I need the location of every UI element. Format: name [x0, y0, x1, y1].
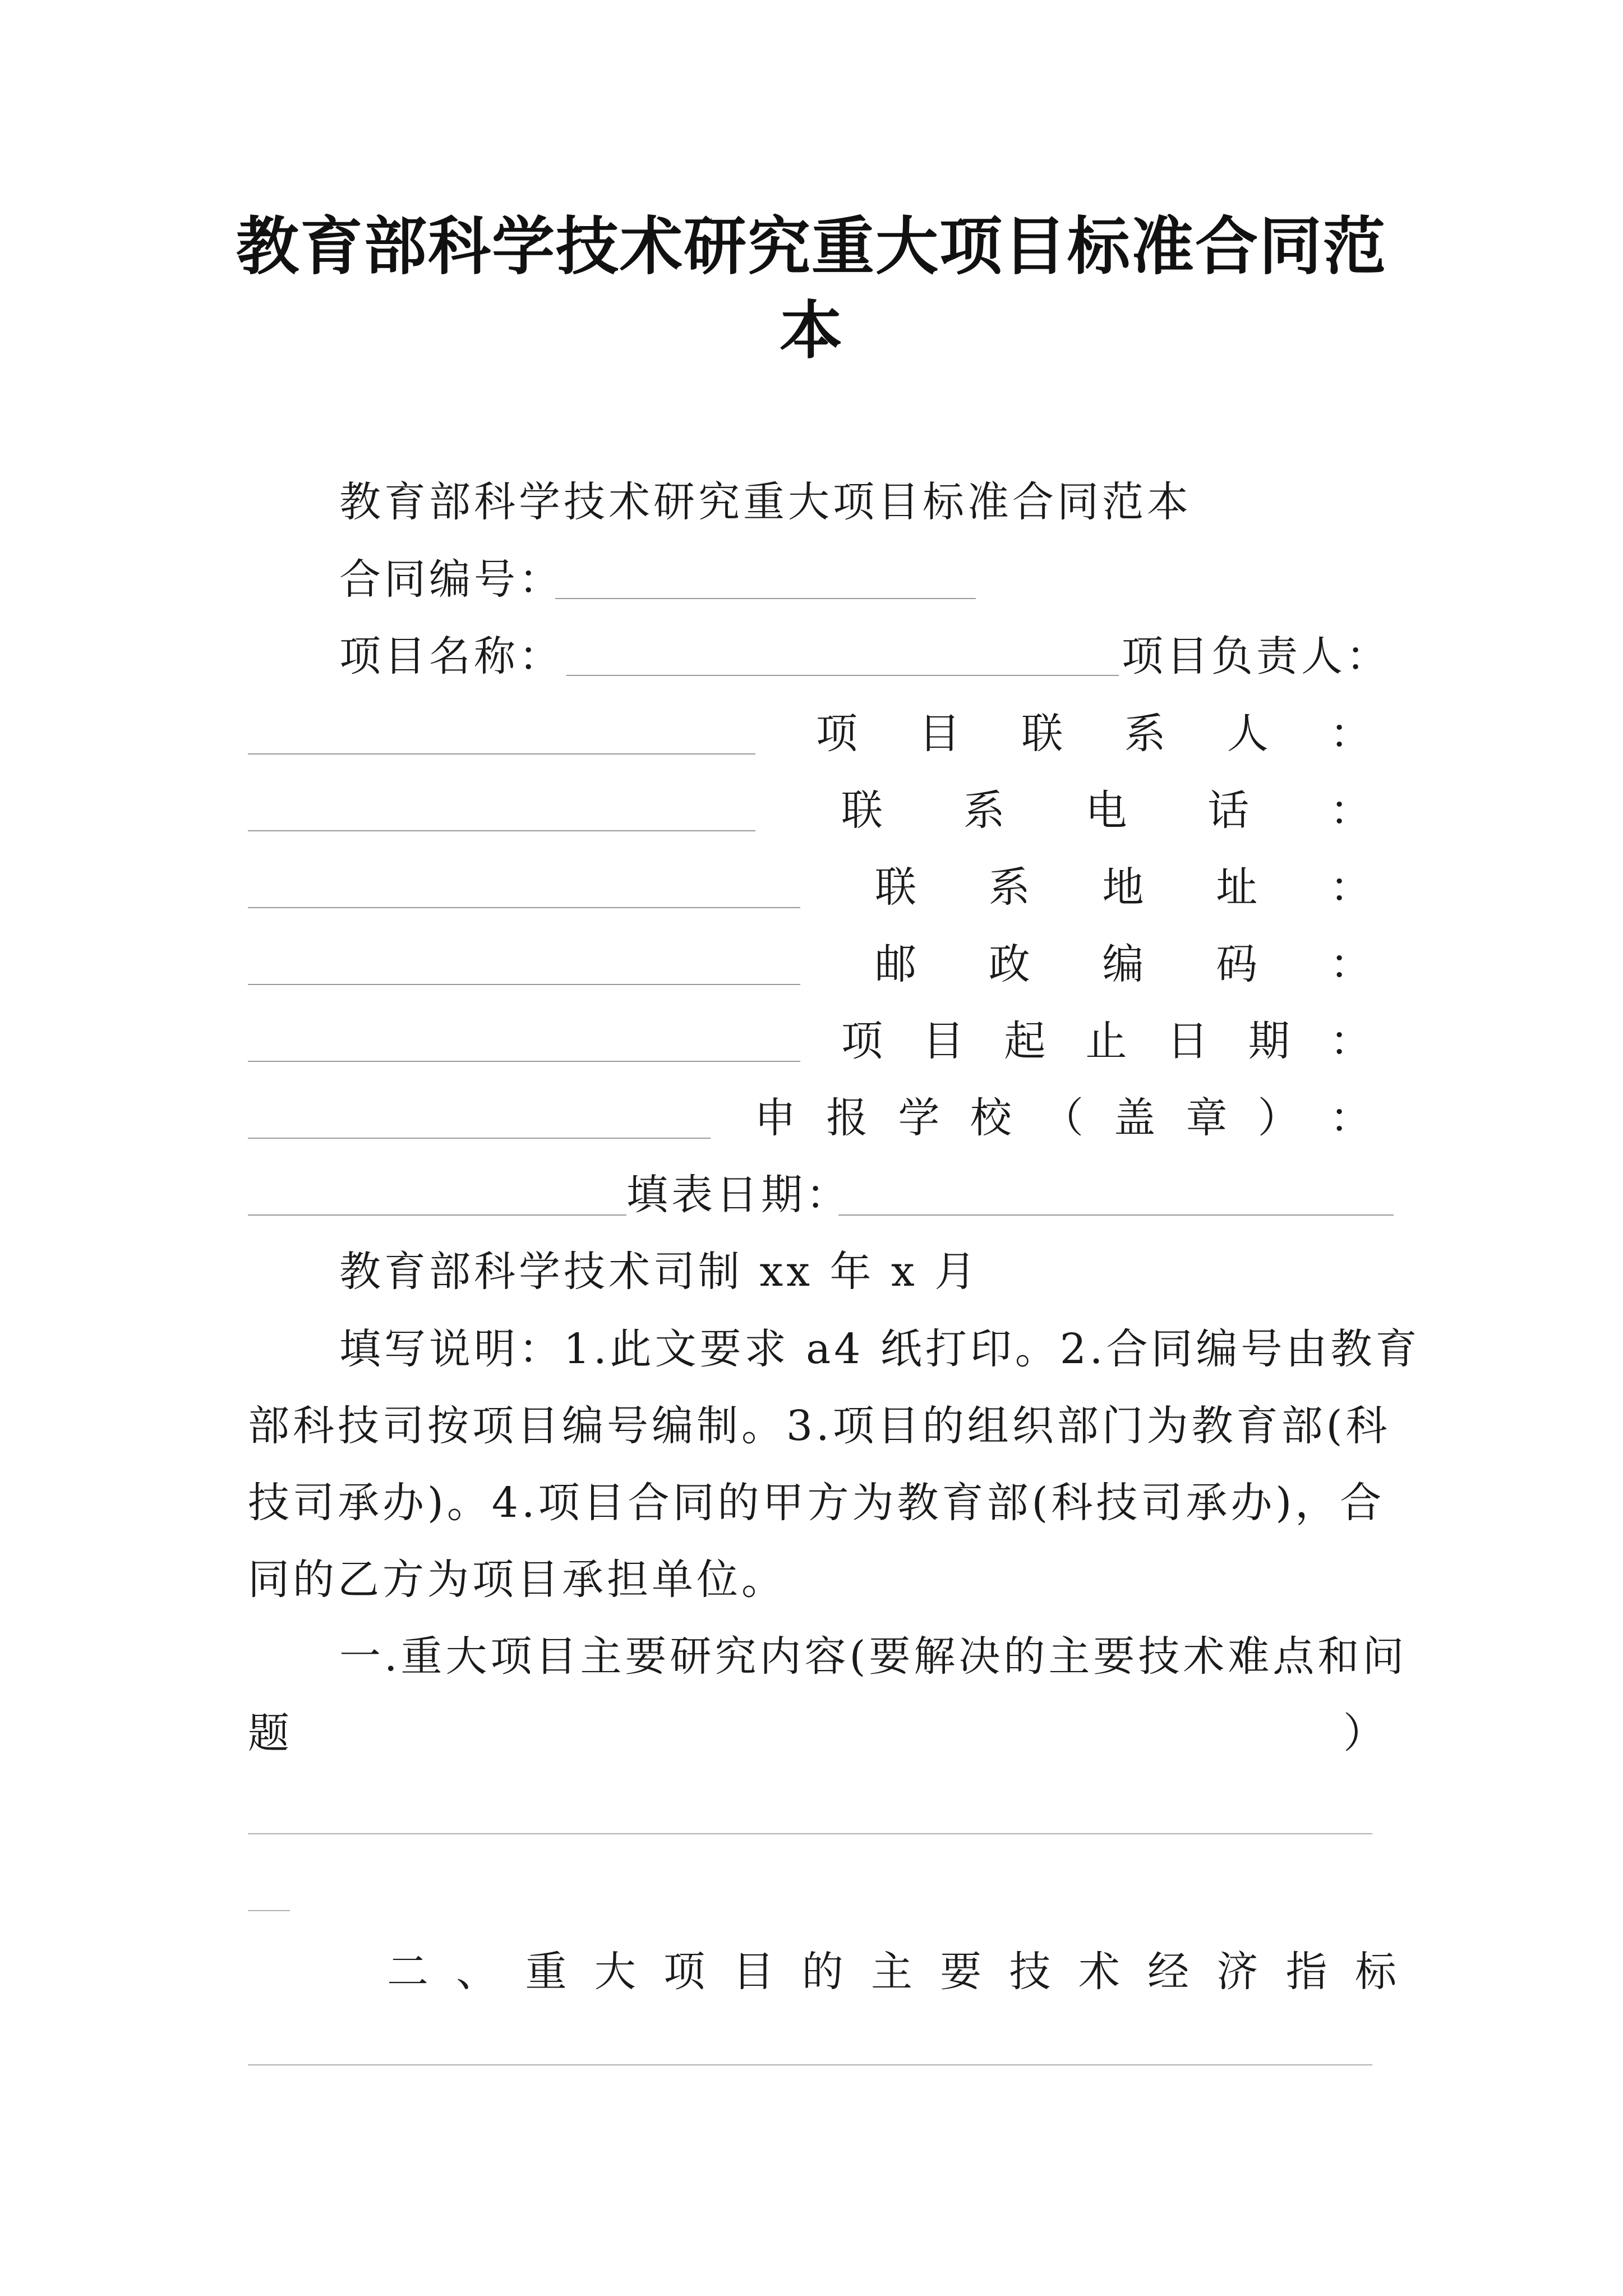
phone-field[interactable] — [248, 907, 800, 908]
school-seal-label — [754, 1090, 1371, 1146]
issuer-line: 教育部科学技术司制 xx 年 x 月 — [339, 1248, 980, 1296]
label-char: 经 — [1147, 1948, 1189, 1996]
label-char: ： — [1330, 863, 1371, 912]
label-char: 地 — [1102, 863, 1144, 912]
label-char: （ — [1042, 1094, 1083, 1142]
label-char: 项 — [816, 710, 857, 758]
label-char: 编 — [1102, 940, 1144, 988]
label-char: ： — [1329, 710, 1371, 758]
project-leader-label: 项目负责人： — [1122, 632, 1391, 680]
address-field[interactable] — [248, 984, 800, 985]
label-char: 盖 — [1114, 1094, 1156, 1142]
address-label — [875, 859, 1371, 915]
label-char: 日 — [1166, 1017, 1209, 1065]
fill-date-label: 填表日期： — [626, 1171, 851, 1219]
project-name-label: 项目名称： — [339, 632, 564, 680]
label-char: 联 — [1021, 710, 1063, 758]
label-char: 系 — [988, 863, 1030, 912]
label-char: 济 — [1216, 1948, 1258, 1996]
postcode-label — [875, 936, 1371, 992]
label-char: 期 — [1248, 1017, 1290, 1065]
label-char: 项 — [841, 1017, 883, 1065]
label-char: 的 — [801, 1948, 843, 1996]
label-char: 术 — [1078, 1948, 1120, 1996]
project-name-field[interactable] — [566, 675, 1119, 676]
label-char: ） — [1257, 1094, 1299, 1142]
section1-heading-word: 题 — [248, 1709, 293, 1757]
label-char: 邮 — [875, 940, 916, 988]
label-char: ： — [1330, 940, 1371, 988]
cover-heading: 教育部科学技术研究重大项目标准合同范本 — [339, 478, 1192, 526]
label-char: 起 — [1004, 1017, 1046, 1065]
label-char: 申 — [754, 1094, 796, 1142]
section1-answer-line-tail — [248, 1910, 290, 1911]
label-char: 系 — [963, 786, 1005, 835]
document-title-line2: 本 — [780, 295, 843, 367]
project-period-label — [841, 1013, 1371, 1069]
label-char: 主 — [870, 1948, 912, 1996]
label-char: ： — [1330, 786, 1371, 835]
label-char: 报 — [826, 1094, 868, 1142]
label-char: 技 — [1009, 1948, 1051, 1996]
instructions-line-1: 填写说明：1.此文要求 a4 纸打印。2.合同编号由教育 — [339, 1325, 1421, 1373]
document-title-line1: 教育部科学技术研究重大项目标准合同范 — [236, 210, 1387, 283]
label-char: 重 — [525, 1948, 567, 1996]
label-char: 、 — [456, 1948, 498, 1996]
instructions-line-4: 同的乙方为项目承担单位。 — [248, 1556, 786, 1604]
label-char: 话 — [1207, 786, 1249, 835]
label-char: 联 — [875, 863, 916, 912]
label-char: 目 — [732, 1948, 774, 1996]
label-char: 学 — [898, 1094, 940, 1142]
contact-person-label — [816, 706, 1371, 762]
label-char: ： — [1329, 1017, 1371, 1065]
section2-heading — [387, 1944, 1396, 2000]
label-char: 要 — [940, 1948, 982, 1996]
label-char: 大 — [594, 1948, 636, 1996]
label-char: 项 — [663, 1948, 706, 1996]
section2-answer-line[interactable] — [248, 2064, 1372, 2065]
label-char: 政 — [988, 940, 1030, 988]
label-char: 目 — [923, 1017, 965, 1065]
contract-number-field[interactable] — [555, 598, 976, 599]
section1-answer-line[interactable] — [248, 1833, 1372, 1834]
label-char: 校 — [970, 1094, 1012, 1142]
label-char: 指 — [1285, 1948, 1327, 1996]
label-char: 码 — [1216, 940, 1258, 988]
section1-heading: 一.重大项目主要研究内容(要解决的主要技术难点和问 — [339, 1632, 1408, 1681]
label-char: 联 — [841, 786, 883, 835]
project-leader-field[interactable] — [248, 753, 755, 754]
label-char: 人 — [1227, 710, 1269, 758]
label-char: 二 — [387, 1948, 428, 1996]
instructions-line-2: 部科技司按项目编号编制。3.项目的组织部门为教育部(科 — [248, 1402, 1391, 1450]
label-char: 章 — [1186, 1094, 1228, 1142]
instructions-line-3: 技司承办)。4.项目合同的甲方为教育部(科技司承办)，合 — [248, 1479, 1385, 1527]
label-char: 目 — [919, 710, 961, 758]
label-char: 止 — [1085, 1017, 1127, 1065]
label-char: ： — [1330, 1094, 1371, 1142]
phone-label — [841, 783, 1371, 839]
fill-date-field[interactable] — [838, 1214, 1394, 1216]
label-char: 标 — [1354, 1948, 1396, 1996]
label-char: 址 — [1216, 863, 1258, 912]
contact-person-field[interactable] — [248, 830, 755, 831]
contract-number-label: 合同编号： — [339, 555, 564, 604]
label-char: 电 — [1085, 786, 1127, 835]
school-field[interactable] — [248, 1214, 626, 1216]
label-char: 系 — [1124, 710, 1166, 758]
project-period-field[interactable] — [248, 1138, 711, 1139]
postcode-field[interactable] — [248, 1061, 800, 1062]
section1-close-paren: ） — [1343, 1709, 1388, 1757]
